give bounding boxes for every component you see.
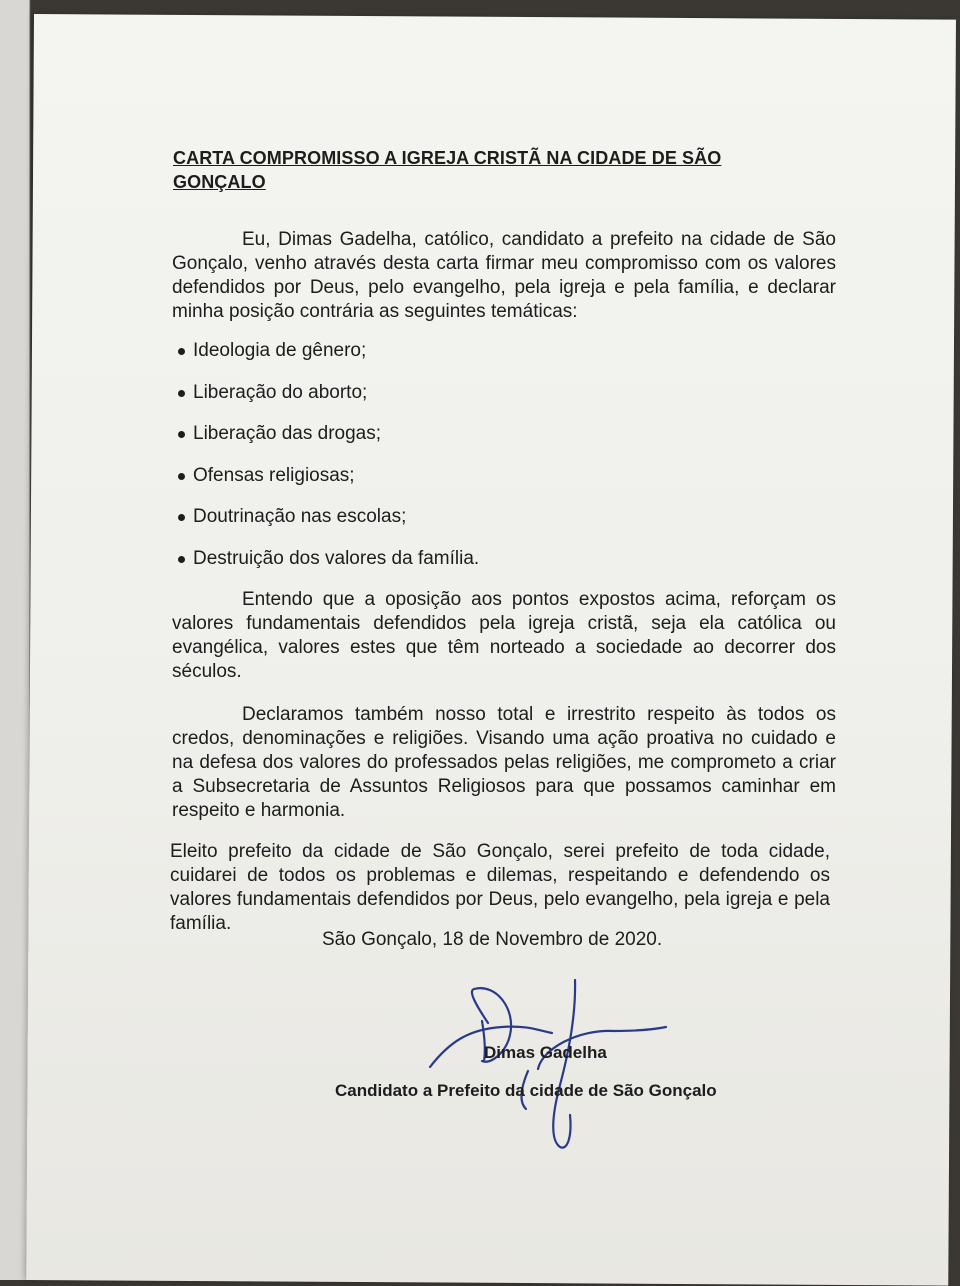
paragraph-values-text: Entendo que a oposição aos pontos expostos acima, reforçam os valores fundamentais defendidos pela igreja cristã, seja ela católica ou evangélica, valores estes que têm norteado a sociedade ao decorrer dos séculos.	[172, 589, 836, 682]
bullet-icon	[178, 556, 185, 563]
list-item-text: Liberação do aborto;	[193, 381, 368, 403]
list-item-text: Liberação das drogas;	[193, 423, 382, 444]
list-item-text: Doutrinação nas escolas;	[193, 506, 407, 527]
paragraph-respect-text: Declaramos também nosso total e irrestrito respeito às todos os credos, denominações e religiões. Visando uma ação proativa no cuidado e na defesa dos valores do professados pelas religiões, me comprometo a criar a Subsecretaria de Assuntos Religiosos para que possamos caminhar em respeito e harmonia.	[172, 704, 836, 821]
paragraph-commitment: Eleito prefeito da cidade de São Gonçalo, serei prefeito de toda cidade, cuidarei de todos os problemas e dilemas, respeitando e defendendo os valores fundamentais defendidos por Deus, pelo evangelho, pela igreja e pela família.	[170, 841, 830, 934]
paragraph-respect	[172, 703, 836, 823]
handwritten-signature	[410, 975, 680, 1155]
bullet-icon	[178, 514, 185, 521]
bullet-icon	[178, 390, 185, 397]
bullet-icon	[178, 473, 185, 480]
list-item	[172, 382, 672, 424]
opposed-topics-list	[172, 340, 672, 589]
list-item	[172, 548, 672, 590]
bullet-icon	[178, 348, 185, 355]
bullet-icon	[178, 431, 185, 438]
list-item-text: Destruição dos valores da família.	[193, 547, 480, 569]
signatory-name: Dimas Gadelha	[484, 1043, 607, 1062]
signatory-role: Candidato a Prefeito da cidade de São Gonçalo	[335, 1081, 717, 1100]
paragraph-values	[172, 588, 836, 684]
list-item	[172, 506, 672, 548]
list-item	[172, 465, 672, 507]
intro-paragraph	[172, 228, 836, 324]
intro-text: Eu, Dimas Gadelha, católico, candidato a prefeito na cidade de São Gonçalo, venho através desta carta firmar meu compromisso com os valores defendidos por Deus, pelo evangelho, pela igreja e pela família, e declarar minha posição contrária as seguintes temáticas:	[172, 229, 836, 322]
list-item	[172, 340, 672, 382]
date-line: São Gonçalo, 18 de Novembro de 2020.	[322, 929, 663, 950]
list-item-text: Ofensas religiosas;	[193, 464, 355, 486]
list-item	[172, 423, 672, 465]
letter-title: CARTA COMPROMISSO A IGREJA CRISTÃ NA CIDADE DE SÃO GONÇALO	[173, 148, 722, 192]
list-item-text: Ideologia de gênero;	[193, 340, 367, 361]
